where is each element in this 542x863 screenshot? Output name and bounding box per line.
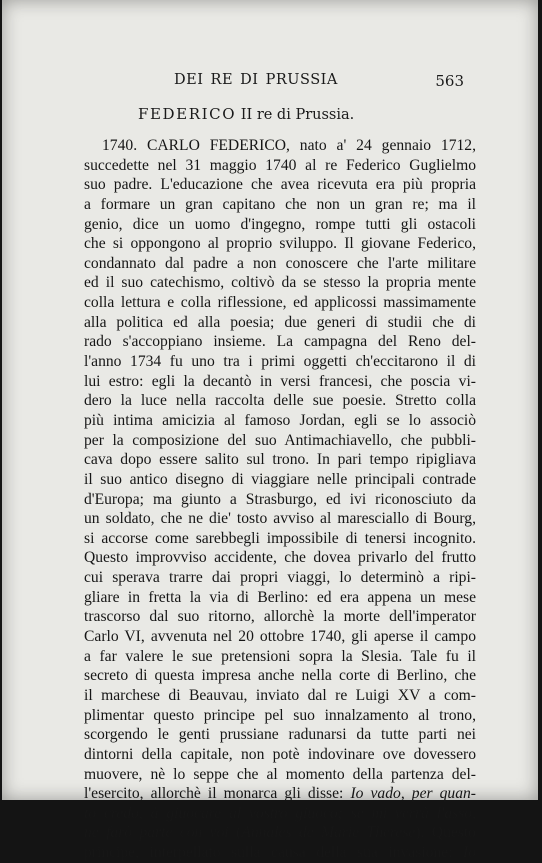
text-line: 1740. CARLO FEDERICO, nato a' 24 gennaio 1712, <box>102 137 476 154</box>
text-line: scorgendo le genti prussiane radunarsi da tutte parti nei <box>84 726 476 744</box>
text-span: ( <box>228 824 242 842</box>
text-line: gliare in fretta la via di Berlino: ed era appena un mese <box>84 588 476 606</box>
italic-quote-line: to credo, à giuocare al vostro giuoco; se mi verrà l'asso, <box>84 804 476 822</box>
text-line: cui sperava trarre dai propri viaggi, lo determinò a ripi- <box>84 569 476 587</box>
text-line-mixed <box>84 823 476 843</box>
text-line: trascorso dal suo ritorno, allorchè la morte dell'imperator <box>84 608 476 626</box>
text-line-mixed <box>84 784 476 804</box>
text-line: genio, dice un uomo d'ingegno, rompe tutti gli ostacoli <box>84 215 476 233</box>
text-line: d'Europa; ma giunto a Strasburgo, ed ivi riconosciuto da <box>84 490 476 508</box>
text-line: rado s'accoppiano insieme. La campagna del Reno del- <box>84 333 476 351</box>
italic-quote: ne farò parte con voi <box>84 824 229 842</box>
section-heading-name: FEDERICO <box>138 105 237 123</box>
text-line: Carlo VI, avvenuta nel 20 ottobre 1740, gli aperse il campo <box>84 628 476 646</box>
text-line: Questo improvviso accidente, che dovea privarlo del frutto <box>84 549 476 567</box>
text-line: il marchese di Beauvau, inviato dal re Luigi XV a com- <box>84 686 476 704</box>
text-line: cava dopo essere salito sul trono. In pari tempo ripigliava <box>84 451 476 469</box>
section-heading <box>138 105 354 123</box>
text-line: lui estro: egli la decantò in versi francesi, che poscia vi- <box>84 372 476 390</box>
text-line: a formare un gran capitano che non un gran re; ma il <box>84 195 476 213</box>
text-span: principe, interpellato sulla causa della sua invasione: <box>84 844 463 862</box>
italic-quote: Io <box>463 844 476 862</box>
book-page <box>2 0 538 862</box>
text-span: l'esercito, allorchè il monarca gli disse: <box>84 785 351 803</box>
running-head <box>72 72 464 90</box>
text-line: muovere, nè lo seppe che al momento della partenza del- <box>84 765 476 783</box>
text-line: per la composizione del suo Antimachiavello, che pubbli- <box>84 431 476 449</box>
text-line-mixed <box>84 843 476 863</box>
text-line: dintorni della capitale, non potè indovinare ove dovessero <box>84 745 476 763</box>
text-line: suo padre. L'educazione che avea ricevuta era più propria <box>84 176 476 194</box>
text-span: ). Questo <box>415 824 476 842</box>
text-line: più intima amicizia al famoso Jordan, egli se lo associò <box>84 411 476 429</box>
text-line: il suo antico disegno di viaggiare nelle principali contrade <box>84 470 476 488</box>
page-number: 563 <box>435 72 464 90</box>
text-line: alla politica ed alla poesia; due generi di studii che di <box>84 313 476 331</box>
text-line: condannato dal padre a non conoscere che l'arte militare <box>84 254 476 272</box>
citation-title: Annales de Marie Therese <box>241 824 416 842</box>
text-line: plimentar questo principe pel suo innalzamento al trono, <box>84 706 476 724</box>
body-text <box>84 136 476 863</box>
text-line: si accorse come sarebbegli impossibile di tenersi incognito. <box>84 529 476 547</box>
text-line: ed il suo catechismo, coltivò da se stesso la propria mente <box>84 274 476 292</box>
running-title: DEI RE DI PRUSSIA <box>174 72 338 88</box>
text-line: succedette nel 31 maggio 1740 al re Federico Guglielmo <box>84 156 476 174</box>
section-heading-rest: II re di Prussia. <box>236 107 355 123</box>
text-line: l'anno 1734 fu uno tra i primi oggetti ch'eccitarono il di <box>84 353 476 371</box>
text-line: colla lettura e colla riflessione, ed applicossi massimamente <box>84 294 476 312</box>
text-line: secreto di questa impresa anche nella corte di Berlino, che <box>84 667 476 685</box>
text-line: un soldato, che ne die' tosto avviso al maresciallo di Bourg, <box>84 510 476 528</box>
text-line: che si oppongono al proprio sviluppo. Il giovane Federico, <box>84 235 476 253</box>
italic-quote: Io vado, per quan- <box>350 785 477 803</box>
text-line: dero la luce nella raccolta delle sue poesie. Stretto colla <box>84 392 476 410</box>
text-line: a far valere le sue pretensioni sopra la Slesia. Tale fu il <box>84 647 476 665</box>
